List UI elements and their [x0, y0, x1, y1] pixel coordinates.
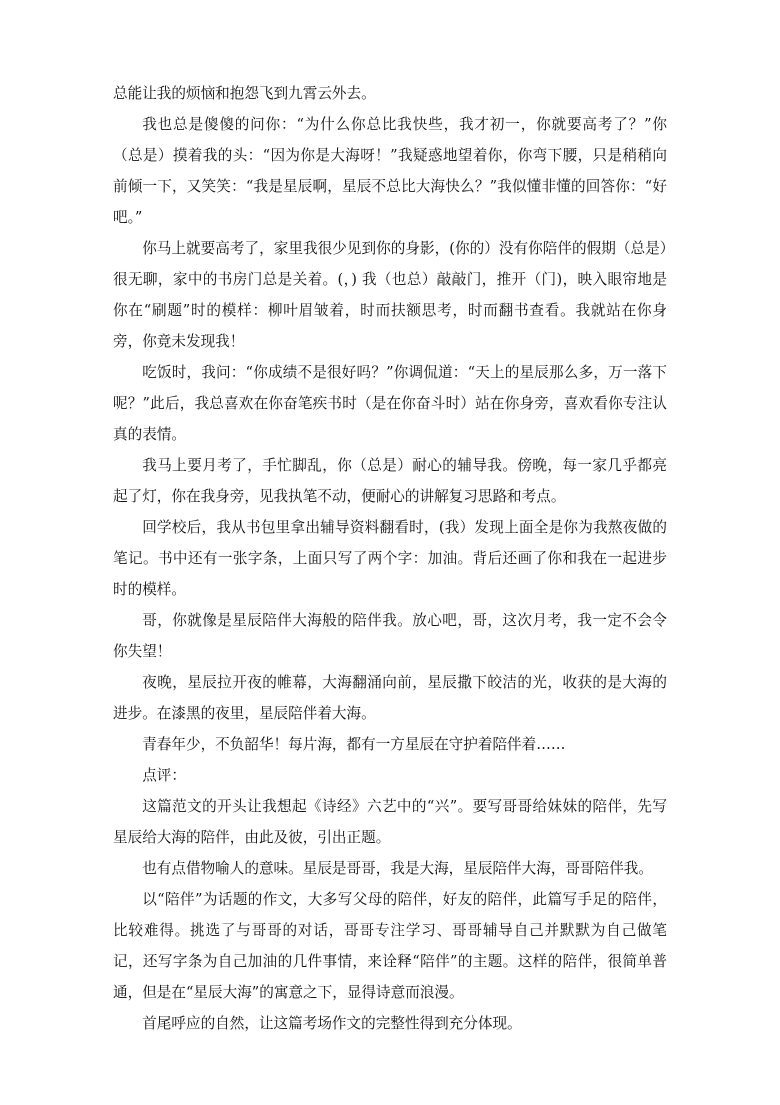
- commentary-heading: 点评：: [142, 767, 186, 784]
- commentary-paragraph: 首尾呼应的自然，让这篇考场作文的完整性得到充分体现。: [142, 1015, 522, 1032]
- paragraph-monthly-exam: 我马上要月考了，手忙脚乱，你（总是）耐心的辅导我。傍晚，每一家几乎都亮起了灯，你在我身旁，见我执笔不动，便耐心的讲解复习思路和考点。: [113, 457, 667, 505]
- paragraph-ending: 青春年少，不负韶华！每片海，都有一方星辰在守护着陪伴着……: [142, 736, 566, 753]
- paragraph-exam-study: 你马上就要高考了，家里我很少见到你的身影，(你的）没有你陪伴的假期（总是）很无聊，家中的书房门总是关着。(，) 我（也总）敲敲门，推开（门)，映入眼帘地是你在“刷题”时的模样：柳叶眉皱着，时而扶额思考，时而翻书查看。我就站在你身旁，你竟未发现我！: [113, 240, 667, 350]
- paragraph-question-dialogue: 我也总是傻傻的问你：“为什么你总比我快些，我才初一，你就要高考了？”你（总是）摸着我的头：“因为你是大海呀！”我疑惑地望着你，你弯下腰，只是稍稍向前倾一下，又笑笑：“我是星辰啊，星辰不总比大海快么？”我似懂非懂的回答你：“好吧。”: [113, 116, 667, 226]
- commentary-paragraph: 这篇范文的开头让我想起《诗经》六艺中的“兴”。要写哥哥给妹妹的陪伴，先写星辰给大海的陪伴，由此及彼，引出正题。: [113, 798, 667, 846]
- essay-text: [113, 78, 667, 1039]
- commentary-paragraph: 以“陪伴”为话题的作文，大多写父母的陪伴，好友的陪伴，此篇写手足的陪伴，比较难得。挑选了与哥哥的对话，哥哥专注学习、哥哥辅导自己并默默为自己做笔记，还写字条为自己加油的几件事情，来诠释“陪伴”的主题。这样的陪伴，很简单普通，但是在“星辰大海”的寓意之下，显得诗意而浪漫。: [113, 891, 667, 1001]
- paragraph-notes: 回学校后，我从书包里拿出辅导资料翻看时，(我）发现上面全是你为我熬夜做的笔记。书中还有一张字条，上面只写了两个字：加油。背后还画了你和我在一起进步时的模样。: [113, 519, 667, 598]
- paragraph-dinner: 吃饭时，我问：“你成绩不是很好吗？”你调侃道：“天上的星辰那么多，万一落下呢？”此后，我总喜欢在你奋笔疾书时（是在你奋斗时）站在你身旁，喜欢看你专注认真的表情。: [113, 364, 667, 443]
- paragraph-promise: 哥，你就像是星辰陪伴大海般的陪伴我。放心吧，哥，这次月考，我一定不会令你失望！: [113, 612, 667, 660]
- paragraph-night: 夜晚，星辰拉开夜的帷幕，大海翻涌向前，星辰撒下皎洁的光，收获的是大海的进步。在漆黑的夜里，星辰陪伴着大海。: [113, 674, 667, 722]
- paragraph-continuation: 总能让我的烦恼和抱怨飞到九霄云外去。: [113, 85, 376, 102]
- commentary-paragraph: 也有点借物喻人的意味。星辰是哥哥，我是大海，星辰陪伴大海，哥哥陪伴我。: [142, 860, 653, 877]
